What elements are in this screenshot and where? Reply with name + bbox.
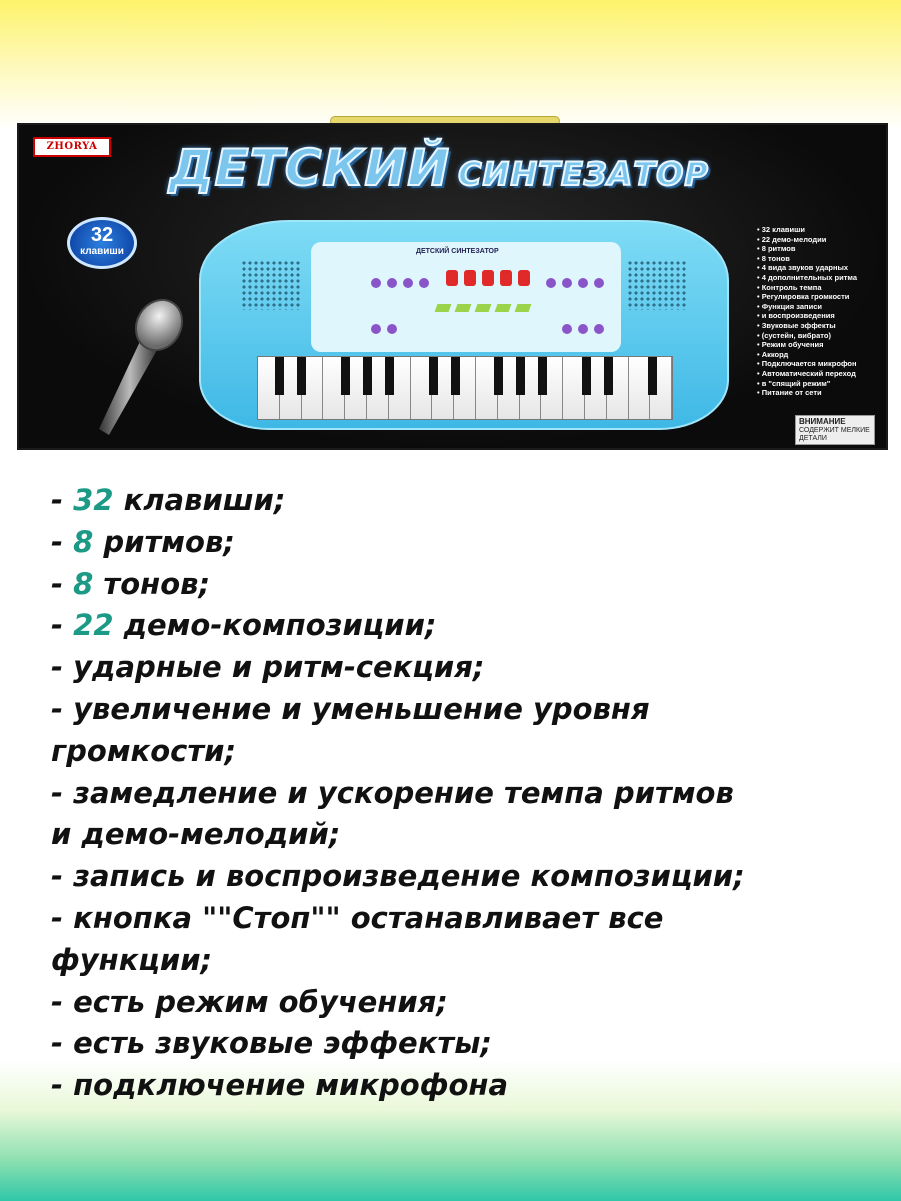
feature-bullet: - bbox=[51, 859, 74, 894]
feature-line bbox=[51, 773, 881, 815]
warning-label bbox=[795, 415, 875, 445]
feature-text: замедление и ускорение темпа ритмов bbox=[73, 775, 734, 810]
badge-label: клавиши bbox=[80, 246, 124, 257]
green-button bbox=[495, 304, 512, 312]
green-button bbox=[515, 304, 532, 312]
warning-text: СОДЕРЖИТ МЕЛКИЕ ДЕТАЛИ bbox=[799, 427, 870, 442]
box-feature-list bbox=[757, 225, 887, 398]
feature-bullet: - bbox=[51, 1068, 74, 1103]
black-key bbox=[275, 357, 284, 395]
box-feature-item: • Автоматический переход bbox=[757, 369, 887, 379]
synthesizer-illustration bbox=[199, 220, 729, 430]
badge-number: 32 bbox=[90, 224, 114, 246]
black-key bbox=[648, 357, 657, 395]
feature-text: громкости; bbox=[51, 733, 237, 768]
speaker-right bbox=[627, 260, 687, 310]
purple-button bbox=[419, 278, 429, 288]
box-feature-item: • и воспроизведения bbox=[757, 311, 887, 321]
feature-text: есть звуковые эффекты; bbox=[73, 1026, 493, 1061]
box-feature-item: • Контроль темпа bbox=[757, 283, 887, 293]
feature-line bbox=[51, 605, 881, 647]
feature-bullet: - bbox=[51, 984, 74, 1019]
box-feature-item: • Звуковые эффекты bbox=[757, 321, 887, 331]
purple-button bbox=[371, 278, 381, 288]
green-button bbox=[475, 304, 492, 312]
feature-line bbox=[51, 856, 881, 898]
feature-line bbox=[51, 982, 881, 1024]
feature-line bbox=[51, 689, 881, 731]
feature-bullet: - bbox=[51, 775, 74, 810]
feature-text: увеличение и уменьшение уровня bbox=[73, 691, 650, 726]
feature-number: 8 bbox=[73, 524, 94, 559]
black-key bbox=[582, 357, 591, 395]
feature-line bbox=[51, 1065, 881, 1107]
box-feature-item: • Функция записи bbox=[757, 302, 887, 312]
feature-bullet: - bbox=[51, 608, 74, 643]
product-box-image bbox=[17, 123, 888, 450]
feature-list bbox=[51, 480, 881, 1107]
box-feature-item: • 22 демо-мелодии bbox=[757, 235, 887, 245]
feature-bullet: - bbox=[51, 900, 74, 935]
feature-text: функции; bbox=[51, 942, 213, 977]
feature-line bbox=[51, 898, 881, 940]
box-feature-item: • Режим обучения bbox=[757, 340, 887, 350]
feature-bullet: - bbox=[51, 650, 74, 685]
red-button bbox=[464, 270, 476, 286]
microphone-icon bbox=[81, 295, 201, 445]
feature-text: клавиши; bbox=[113, 483, 286, 517]
feature-bullet: - bbox=[51, 566, 74, 601]
red-button bbox=[518, 270, 530, 286]
feature-line bbox=[51, 814, 881, 856]
black-key bbox=[385, 357, 394, 395]
feature-text: есть режим обучения; bbox=[73, 984, 448, 1019]
feature-line bbox=[51, 522, 881, 564]
black-key bbox=[363, 357, 372, 395]
feature-text: и демо-мелодий; bbox=[51, 817, 341, 852]
purple-button bbox=[578, 324, 588, 334]
box-feature-item: • 32 клавиши bbox=[757, 225, 887, 235]
green-button bbox=[455, 304, 472, 312]
black-key bbox=[451, 357, 460, 395]
box-feature-item: • 8 ритмов bbox=[757, 244, 887, 254]
brand-logo: ZHORYA bbox=[33, 137, 111, 157]
box-feature-item: • 4 дополнительных ритма bbox=[757, 273, 887, 283]
purple-button bbox=[387, 324, 397, 334]
feature-line bbox=[51, 647, 881, 689]
warning-title: ВНИМАНИЕ bbox=[799, 417, 846, 426]
feature-number: 8 bbox=[73, 566, 94, 601]
purple-button bbox=[562, 278, 572, 288]
black-key bbox=[516, 357, 525, 395]
red-button bbox=[446, 270, 458, 286]
black-key bbox=[494, 357, 503, 395]
feature-line bbox=[51, 731, 881, 773]
purple-button bbox=[371, 324, 381, 334]
box-feature-item: • Аккорд bbox=[757, 350, 887, 360]
purple-button bbox=[387, 278, 397, 288]
feature-text: тонов; bbox=[93, 566, 211, 601]
feature-text: запись и воспроизведение композиции; bbox=[73, 859, 745, 894]
control-panel bbox=[311, 242, 621, 352]
feature-number: 32 bbox=[73, 483, 114, 517]
feature-line bbox=[51, 480, 881, 522]
black-key bbox=[297, 357, 306, 395]
purple-button bbox=[594, 278, 604, 288]
feature-text: демо-композиции; bbox=[113, 608, 437, 643]
feature-text: ударные и ритм-секция; bbox=[73, 650, 485, 685]
box-feature-item: • в "спящий режим" bbox=[757, 379, 887, 389]
box-feature-item: • 4 вида звуков ударных bbox=[757, 263, 887, 273]
feature-text: кнопка ""Стоп"" останавливает все bbox=[73, 900, 664, 935]
box-feature-item: • Регулировка громкости bbox=[757, 292, 887, 302]
black-key bbox=[429, 357, 438, 395]
purple-button bbox=[562, 324, 572, 334]
red-button bbox=[482, 270, 494, 286]
box-title-main: ДЕТСКИЙ bbox=[169, 139, 451, 197]
keys-badge bbox=[67, 217, 137, 269]
purple-button bbox=[578, 278, 588, 288]
red-button bbox=[500, 270, 512, 286]
black-key bbox=[604, 357, 613, 395]
feature-bullet: - bbox=[51, 524, 74, 559]
feature-line bbox=[51, 564, 881, 606]
panel-title: ДЕТСКИЙ СИНТЕЗАТОР bbox=[416, 248, 499, 255]
feature-bullet: - bbox=[51, 691, 74, 726]
feature-text: ритмов; bbox=[93, 524, 235, 559]
box-title bbox=[169, 139, 709, 197]
purple-button bbox=[403, 278, 413, 288]
feature-number: 22 bbox=[73, 608, 114, 643]
box-title-sub: СИНТЕЗАТОР bbox=[458, 155, 709, 193]
black-key bbox=[538, 357, 547, 395]
black-key bbox=[341, 357, 350, 395]
feature-line bbox=[51, 940, 881, 982]
purple-button bbox=[594, 324, 604, 334]
piano-keys bbox=[257, 356, 673, 420]
box-feature-item: • Подключается микрофон bbox=[757, 359, 887, 369]
box-feature-item: • 8 тонов bbox=[757, 254, 887, 264]
box-feature-item: • (сустейн, вибрато) bbox=[757, 331, 887, 341]
feature-line bbox=[51, 1023, 881, 1065]
feature-bullet: - bbox=[51, 483, 74, 517]
feature-bullet: - bbox=[51, 1026, 74, 1061]
green-button bbox=[435, 304, 452, 312]
feature-text: подключение микрофона bbox=[73, 1068, 509, 1103]
purple-button bbox=[546, 278, 556, 288]
box-feature-item: • Питание от сети bbox=[757, 388, 887, 398]
speaker-left bbox=[241, 260, 301, 310]
